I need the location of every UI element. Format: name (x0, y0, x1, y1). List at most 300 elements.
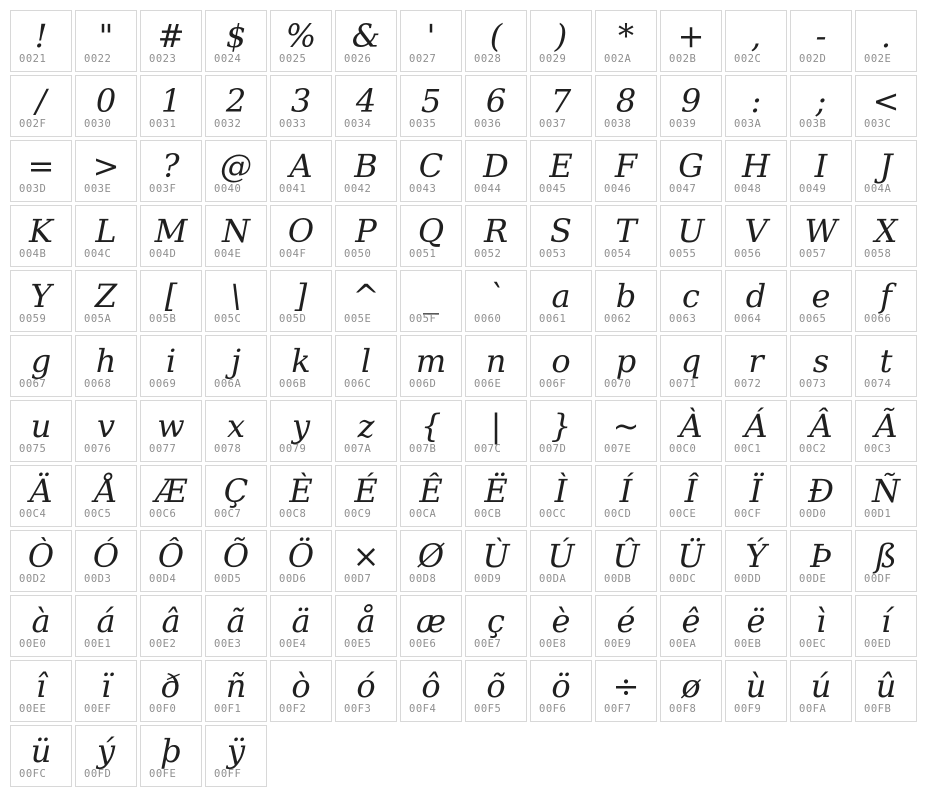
glyph-cell[interactable] (10, 205, 72, 267)
glyph-preview: Ø (417, 537, 445, 575)
glyph-preview: a (551, 277, 571, 315)
glyph-preview: X (874, 212, 898, 250)
glyph-cell[interactable] (400, 400, 462, 462)
glyph-cell[interactable] (660, 595, 722, 657)
glyph-preview: , (750, 17, 762, 55)
glyph-preview: ö (551, 667, 571, 705)
glyph-preview: w (157, 407, 185, 445)
glyph-cell[interactable] (140, 75, 202, 137)
codepoint-label: 00C0 (669, 443, 697, 455)
glyph-preview: T (615, 212, 637, 250)
glyph-cell[interactable] (725, 205, 787, 267)
glyph-cell[interactable] (400, 335, 462, 397)
codepoint-label: 006D (409, 378, 437, 390)
glyph-cell[interactable] (140, 140, 202, 202)
glyph-cell[interactable] (530, 10, 592, 72)
glyph-preview: r (748, 342, 764, 380)
codepoint-label: 00DB (604, 573, 632, 585)
glyph-preview: \ (230, 277, 242, 315)
glyph-preview: n (485, 342, 507, 380)
codepoint-label: 003D (19, 183, 47, 195)
glyph-cell[interactable] (270, 270, 332, 332)
glyph-cell[interactable] (530, 400, 592, 462)
glyph-preview: Ý (745, 537, 767, 575)
codepoint-label: 0021 (19, 53, 47, 65)
glyph-cell[interactable] (660, 465, 722, 527)
glyph-cell[interactable] (595, 205, 657, 267)
glyph-cell[interactable] (530, 75, 592, 137)
glyph-preview: Õ (222, 537, 250, 575)
glyph-cell[interactable] (530, 270, 592, 332)
codepoint-label: 00E4 (279, 638, 307, 650)
glyph-cell[interactable] (855, 270, 917, 332)
codepoint-label: 0055 (669, 248, 697, 260)
codepoint-label: 0046 (604, 183, 632, 195)
glyph-cell[interactable] (205, 10, 267, 72)
glyph-preview: Å (94, 472, 118, 510)
glyph-preview: * (618, 17, 634, 55)
glyph-cell[interactable] (465, 75, 527, 137)
glyph-cell[interactable] (855, 400, 917, 462)
glyph-preview: b (615, 277, 637, 315)
glyph-cell[interactable] (10, 465, 72, 527)
glyph-cell[interactable] (725, 400, 787, 462)
glyph-cell[interactable] (335, 595, 397, 657)
glyph-cell[interactable] (725, 465, 787, 527)
codepoint-label: 0056 (734, 248, 762, 260)
codepoint-label: 00F7 (604, 703, 632, 715)
codepoint-label: 0030 (84, 118, 112, 130)
glyph-cell[interactable] (725, 335, 787, 397)
glyph-cell[interactable] (205, 205, 267, 267)
glyph-cell[interactable] (10, 10, 72, 72)
glyph-cell[interactable] (530, 595, 592, 657)
codepoint-label: 00FC (19, 768, 47, 780)
glyph-preview: z (357, 407, 375, 445)
codepoint-label: 0023 (149, 53, 177, 65)
glyph-cell[interactable] (400, 530, 462, 592)
glyph-cell[interactable] (75, 725, 137, 787)
glyph-cell[interactable] (400, 660, 462, 722)
glyph-cell[interactable] (270, 530, 332, 592)
glyph-preview: p (615, 342, 637, 380)
glyph-cell[interactable] (10, 530, 72, 592)
codepoint-label: 006A (214, 378, 242, 390)
glyph-cell[interactable] (465, 270, 527, 332)
glyph-preview: 6 (485, 82, 507, 120)
glyph-preview: á (96, 602, 116, 640)
codepoint-label: 0033 (279, 118, 307, 130)
codepoint-label: 00DA (539, 573, 567, 585)
codepoint-label: 0044 (474, 183, 502, 195)
glyph-cell[interactable] (855, 660, 917, 722)
glyph-preview: 1 (160, 82, 182, 120)
glyph-cell[interactable] (75, 270, 137, 332)
glyph-cell[interactable] (335, 660, 397, 722)
glyph-cell[interactable] (400, 595, 462, 657)
glyph-cell[interactable] (855, 140, 917, 202)
codepoint-label: 006B (279, 378, 307, 390)
glyph-cell[interactable] (400, 140, 462, 202)
codepoint-label: 00C2 (799, 443, 827, 455)
glyph-cell[interactable] (855, 335, 917, 397)
glyph-cell[interactable] (790, 400, 852, 462)
glyph-cell[interactable] (400, 75, 462, 137)
glyph-preview: G (678, 147, 704, 185)
glyph-preview: ` (488, 277, 504, 315)
glyph-cell[interactable] (855, 530, 917, 592)
glyph-cell[interactable] (725, 595, 787, 657)
glyph-cell[interactable] (465, 140, 527, 202)
glyph-cell[interactable] (140, 335, 202, 397)
glyph-cell[interactable] (595, 75, 657, 137)
glyph-cell[interactable] (270, 205, 332, 267)
glyph-cell[interactable] (205, 400, 267, 462)
codepoint-label: 00E3 (214, 638, 242, 650)
glyph-preview: / (35, 82, 47, 120)
glyph-cell[interactable] (205, 660, 267, 722)
glyph-preview: D (483, 147, 509, 185)
codepoint-label: 005B (149, 313, 177, 325)
glyph-cell[interactable] (790, 140, 852, 202)
glyph-cell[interactable] (660, 660, 722, 722)
glyph-cell[interactable] (75, 10, 137, 72)
glyph-cell[interactable] (725, 75, 787, 137)
glyph-cell[interactable] (335, 205, 397, 267)
codepoint-label: 0040 (214, 183, 242, 195)
glyph-cell[interactable] (140, 205, 202, 267)
codepoint-label: 0028 (474, 53, 502, 65)
glyph-cell[interactable] (140, 400, 202, 462)
codepoint-label: 00CE (669, 508, 697, 520)
glyph-cell[interactable] (270, 140, 332, 202)
codepoint-label: 007D (539, 443, 567, 455)
glyph-cell[interactable] (530, 205, 592, 267)
codepoint-label: 00FF (214, 768, 242, 780)
codepoint-label: 004D (149, 248, 177, 260)
codepoint-label: 0041 (279, 183, 307, 195)
codepoint-label: 00EE (19, 703, 47, 715)
glyph-cell[interactable] (725, 10, 787, 72)
codepoint-label: 00FB (864, 703, 892, 715)
glyph-cell[interactable] (595, 465, 657, 527)
glyph-cell[interactable] (660, 335, 722, 397)
glyph-preview: d (745, 277, 767, 315)
codepoint-label: 0079 (279, 443, 307, 455)
codepoint-label: 00F5 (474, 703, 502, 715)
codepoint-label: 0047 (669, 183, 697, 195)
glyph-cell[interactable] (140, 10, 202, 72)
codepoint-label: 00C1 (734, 443, 762, 455)
glyph-preview: ÿ (226, 732, 246, 770)
glyph-cell[interactable] (10, 270, 72, 332)
glyph-preview: ý (96, 732, 116, 770)
glyph-preview: 7 (550, 82, 572, 120)
glyph-cell[interactable] (855, 75, 917, 137)
codepoint-label: 00F3 (344, 703, 372, 715)
glyph-cell[interactable] (75, 335, 137, 397)
glyph-cell[interactable] (10, 400, 72, 462)
glyph-cell[interactable] (75, 530, 137, 592)
glyph-preview: f (880, 277, 892, 315)
glyph-preview: : (750, 82, 762, 120)
codepoint-label: 0078 (214, 443, 242, 455)
codepoint-label: 00CD (604, 508, 632, 520)
glyph-cell[interactable] (790, 75, 852, 137)
glyph-cell[interactable] (75, 205, 137, 267)
glyph-preview: A (289, 147, 313, 185)
glyph-cell[interactable] (10, 335, 72, 397)
glyph-preview: ë (746, 602, 766, 640)
codepoint-label: 00D1 (864, 508, 892, 520)
codepoint-label: 00D6 (279, 573, 307, 585)
glyph-cell[interactable] (75, 595, 137, 657)
glyph-cell[interactable] (790, 530, 852, 592)
glyph-cell[interactable] (205, 595, 267, 657)
glyph-preview: Ó (92, 537, 120, 575)
codepoint-label: 0045 (539, 183, 567, 195)
glyph-preview: Î (684, 472, 698, 510)
glyph-preview: 0 (95, 82, 117, 120)
glyph-cell[interactable] (10, 660, 72, 722)
glyph-cell[interactable] (75, 140, 137, 202)
glyph-cell[interactable] (660, 270, 722, 332)
glyph-cell[interactable] (10, 140, 72, 202)
codepoint-label: 005D (279, 313, 307, 325)
glyph-preview: q (680, 342, 702, 380)
glyph-preview: g (30, 342, 52, 380)
glyph-preview: Á (744, 407, 768, 445)
glyph-cell[interactable] (595, 400, 657, 462)
codepoint-label: 002D (799, 53, 827, 65)
glyph-preview: V (744, 212, 768, 250)
codepoint-label: 004E (214, 248, 242, 260)
glyph-cell[interactable] (725, 270, 787, 332)
codepoint-label: 00C7 (214, 508, 242, 520)
glyph-preview: å (356, 602, 376, 640)
glyph-preview: & (351, 17, 381, 55)
codepoint-label: 004B (19, 248, 47, 260)
glyph-cell[interactable] (335, 10, 397, 72)
glyph-preview: Ë (484, 472, 508, 510)
glyph-preview: i (165, 342, 177, 380)
glyph-preview: y (291, 407, 311, 445)
glyph-cell[interactable] (595, 140, 657, 202)
glyph-cell[interactable] (75, 660, 137, 722)
glyph-cell[interactable] (140, 270, 202, 332)
glyph-cell[interactable] (855, 10, 917, 72)
glyph-cell[interactable] (595, 270, 657, 332)
glyph-preview: Ì (554, 472, 568, 510)
codepoint-label: 002C (734, 53, 762, 65)
glyph-cell[interactable] (790, 205, 852, 267)
glyph-cell[interactable] (660, 140, 722, 202)
codepoint-label: 0066 (864, 313, 892, 325)
glyph-cell[interactable] (205, 270, 267, 332)
codepoint-label: 0073 (799, 378, 827, 390)
glyph-cell[interactable] (270, 75, 332, 137)
codepoint-label: 00F6 (539, 703, 567, 715)
glyph-cell[interactable] (270, 595, 332, 657)
glyph-cell[interactable] (465, 660, 527, 722)
glyph-cell[interactable] (790, 465, 852, 527)
codepoint-label: 0076 (84, 443, 112, 455)
glyph-preview: Ö (287, 537, 315, 575)
glyph-cell[interactable] (140, 660, 202, 722)
glyph-cell[interactable] (270, 10, 332, 72)
glyph-preview: É (354, 472, 378, 510)
glyph-cell[interactable] (10, 75, 72, 137)
glyph-cell[interactable] (725, 660, 787, 722)
codepoint-label: 0069 (149, 378, 177, 390)
glyph-preview: s (812, 342, 830, 380)
glyph-cell[interactable] (400, 205, 462, 267)
glyph-cell[interactable] (400, 10, 462, 72)
glyph-cell[interactable] (140, 595, 202, 657)
glyph-cell[interactable] (790, 660, 852, 722)
glyph-cell[interactable] (335, 530, 397, 592)
glyph-preview: ß (875, 537, 897, 575)
glyph-cell[interactable] (595, 10, 657, 72)
codepoint-label: 00FA (799, 703, 827, 715)
glyph-cell[interactable] (75, 400, 137, 462)
glyph-preview: 4 (355, 82, 377, 120)
glyph-cell[interactable] (465, 205, 527, 267)
glyph-preview: ~ (612, 407, 640, 445)
codepoint-label: 00C4 (19, 508, 47, 520)
glyph-cell[interactable] (790, 10, 852, 72)
glyph-preview: J (879, 147, 893, 185)
glyph-cell[interactable] (595, 660, 657, 722)
codepoint-label: 003A (734, 118, 762, 130)
codepoint-label: 002E (864, 53, 892, 65)
glyph-cell[interactable] (205, 140, 267, 202)
codepoint-label: 005A (84, 313, 112, 325)
glyph-cell[interactable] (465, 10, 527, 72)
glyph-cell[interactable] (530, 140, 592, 202)
glyph-cell[interactable] (335, 75, 397, 137)
glyph-cell[interactable] (205, 465, 267, 527)
glyph-preview: ^ (352, 277, 380, 315)
glyph-cell[interactable] (855, 595, 917, 657)
glyph-preview: j (231, 342, 241, 380)
glyph-preview: ' (426, 17, 436, 55)
glyph-cell[interactable] (725, 530, 787, 592)
glyph-cell[interactable] (465, 465, 527, 527)
glyph-cell[interactable] (530, 335, 592, 397)
glyph-cell[interactable] (465, 400, 527, 462)
glyph-cell[interactable] (790, 335, 852, 397)
glyph-cell[interactable] (725, 140, 787, 202)
glyph-cell[interactable] (140, 725, 202, 787)
glyph-cell[interactable] (205, 75, 267, 137)
glyph-cell[interactable] (660, 530, 722, 592)
codepoint-label: 0024 (214, 53, 242, 65)
glyph-preview: + (677, 17, 705, 55)
glyph-preview: } (550, 407, 572, 445)
codepoint-label: 00C6 (149, 508, 177, 520)
glyph-cell[interactable] (140, 465, 202, 527)
glyph-cell[interactable] (790, 270, 852, 332)
glyph-cell[interactable] (10, 725, 72, 787)
glyph-preview: Ò (27, 537, 55, 575)
glyph-cell[interactable] (855, 465, 917, 527)
glyph-cell[interactable] (660, 75, 722, 137)
codepoint-label: 004F (279, 248, 307, 260)
glyph-cell[interactable] (595, 335, 657, 397)
glyph-cell[interactable] (270, 660, 332, 722)
glyph-preview: P (355, 212, 377, 250)
glyph-cell[interactable] (660, 400, 722, 462)
glyph-cell[interactable] (530, 660, 592, 722)
codepoint-label: 0027 (409, 53, 437, 65)
glyph-preview: . (880, 17, 892, 55)
glyph-cell[interactable] (335, 335, 397, 397)
glyph-preview: H (742, 147, 770, 185)
glyph-preview: t (879, 342, 893, 380)
glyph-cell[interactable] (10, 595, 72, 657)
glyph-preview: 2 (225, 82, 247, 120)
codepoint-label: 0025 (279, 53, 307, 65)
glyph-cell[interactable] (595, 530, 657, 592)
glyph-preview: Ç (223, 472, 249, 510)
glyph-preview: ø (681, 667, 701, 705)
codepoint-label: 00D4 (149, 573, 177, 585)
codepoint-label: 00CB (474, 508, 502, 520)
glyph-preview: v (96, 407, 116, 445)
glyph-cell[interactable] (140, 530, 202, 592)
glyph-cell[interactable] (205, 530, 267, 592)
glyph-preview: Ñ (872, 472, 900, 510)
glyph-cell[interactable] (270, 400, 332, 462)
codepoint-label: 003E (84, 183, 112, 195)
glyph-cell[interactable] (660, 10, 722, 72)
glyph-preview: M (154, 212, 188, 250)
glyph-cell[interactable] (530, 530, 592, 592)
glyph-cell[interactable] (205, 725, 267, 787)
glyph-cell[interactable] (400, 270, 462, 332)
glyph-cell[interactable] (790, 595, 852, 657)
glyph-preview: ò (291, 667, 311, 705)
glyph-preview: ó (356, 667, 376, 705)
glyph-cell[interactable] (335, 400, 397, 462)
glyph-cell[interactable] (465, 530, 527, 592)
glyph-cell[interactable] (335, 270, 397, 332)
glyph-cell[interactable] (270, 465, 332, 527)
glyph-cell[interactable] (660, 205, 722, 267)
codepoint-label: 003F (149, 183, 177, 195)
glyph-cell[interactable] (75, 75, 137, 137)
glyph-cell[interactable] (75, 465, 137, 527)
glyph-cell[interactable] (465, 335, 527, 397)
glyph-preview: ï (100, 667, 112, 705)
glyph-preview: â (161, 602, 181, 640)
codepoint-label: 00E7 (474, 638, 502, 650)
glyph-cell[interactable] (465, 595, 527, 657)
glyph-cell[interactable] (855, 205, 917, 267)
glyph-cell[interactable] (530, 465, 592, 527)
glyph-preview: % (285, 17, 317, 55)
glyph-preview: Ô (157, 537, 185, 575)
glyph-cell[interactable] (335, 465, 397, 527)
glyph-cell[interactable] (335, 140, 397, 202)
glyph-cell[interactable] (205, 335, 267, 397)
glyph-preview: N (222, 212, 250, 250)
glyph-cell[interactable] (400, 465, 462, 527)
glyph-preview: Ã (874, 407, 898, 445)
glyph-cell[interactable] (595, 595, 657, 657)
glyph-cell[interactable] (270, 335, 332, 397)
